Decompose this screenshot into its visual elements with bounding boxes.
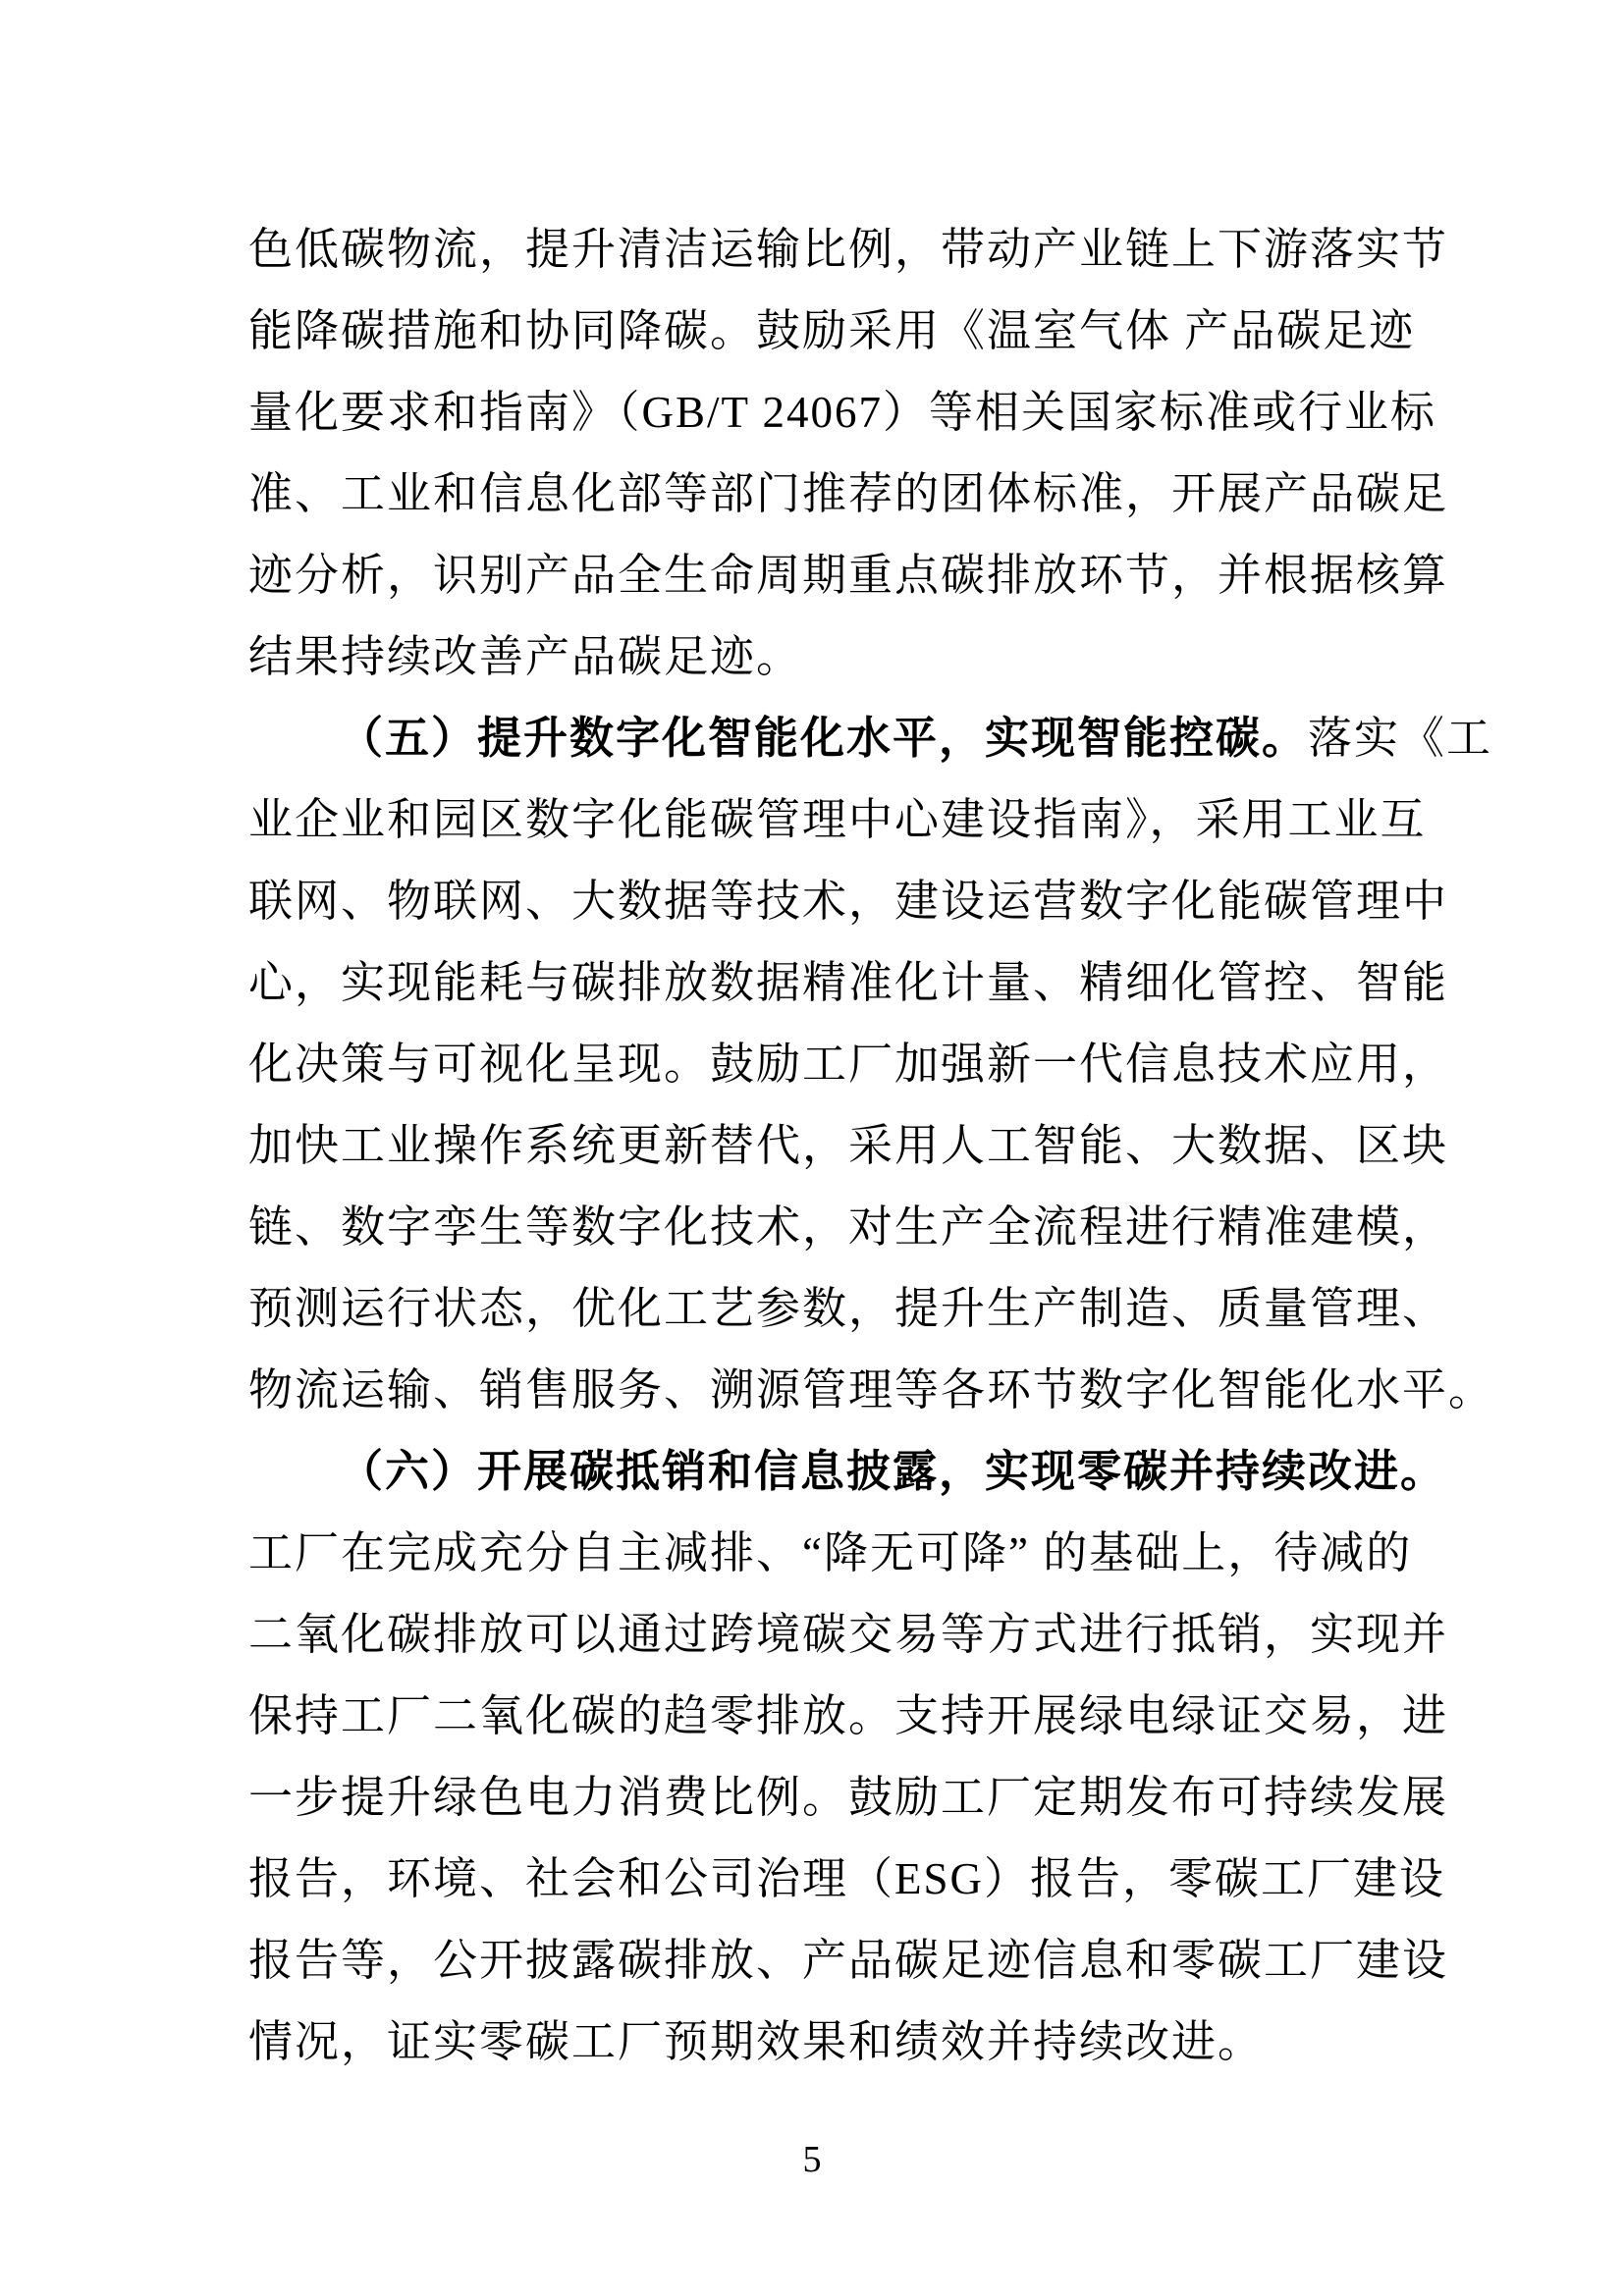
body-text: 化决策与可视化呈现。鼓励工厂加强新一代信息技术应用，: [248, 1040, 1449, 1089]
text-line: [248, 1920, 1449, 2002]
text-line: [248, 209, 1449, 291]
text-line: [248, 1431, 1447, 1513]
body-text: 色低碳物流，提升清洁运输比例，带动产业链上下游落实节: [248, 225, 1449, 274]
body-text: 联网、物联网、大数据等技术，建设运营数字化能碳管理中: [248, 877, 1449, 926]
text-line: [248, 1105, 1449, 1187]
text-line: [248, 698, 1493, 779]
text-line: [248, 942, 1449, 1024]
text-line: [248, 1024, 1449, 1105]
text-line: [248, 1757, 1449, 1839]
body-text: 工厂在完成充分自主减排、“降无可降” 的基础上，待减的: [248, 1528, 1413, 1577]
body-text: 准、工业和信息化部等部门推荐的团体标准，开展产品碳足: [248, 469, 1449, 518]
text-line: [248, 1268, 1449, 1350]
body-text: 报告，环境、社会和公司治理（ESG）报告，零碳工厂建设: [248, 1854, 1446, 1903]
body-text: 迹分析，识别产品全生命周期重点碳排放环节，并根据核算: [248, 551, 1449, 600]
body-text: 情况，证实零碳工厂预期效果和绩效并持续改进。: [248, 2017, 1265, 2066]
text-line: [248, 1350, 1495, 1431]
text-line: [248, 779, 1427, 861]
body-text: 物流运输、销售服务、溯源管理等各环节数字化智能化水平。: [248, 1365, 1495, 1415]
text-line: [248, 1676, 1449, 1757]
heading-text: （五）提升数字化智能化水平，实现智能控碳。: [339, 714, 1309, 763]
text-line: [248, 1594, 1449, 1676]
body-text: 业企业和园区数字化能碳管理中心建设指南》，采用工业互: [248, 795, 1427, 844]
page-number: 5: [802, 2139, 822, 2180]
body-text: 预测运行状态，优化工艺参数，提升生产制造、质量管理、: [248, 1284, 1449, 1333]
text-line: [248, 454, 1449, 535]
text-line: [248, 1513, 1413, 1594]
body-text: 链、数字孪生等数字化技术，对生产全流程进行精准建模，: [248, 1202, 1449, 1252]
body-text: 一步提升绿色电力消费比例。鼓励工厂定期发布可持续发展: [248, 1773, 1449, 1822]
text-line: [248, 1839, 1446, 1920]
body-text: 保持工厂二氧化碳的趋零排放。支持开展绿电绿证交易，进: [248, 1691, 1449, 1740]
body-text: 落实《工: [1308, 714, 1493, 763]
body-text: 二氧化碳排放可以通过跨境碳交易等方式进行抵销，实现并: [248, 1610, 1449, 1659]
text-line: [248, 2002, 1376, 2083]
document-body: [248, 209, 1495, 2083]
text-line: [248, 616, 1376, 698]
heading-text: （六）开展碳抵销和信息披露，实现零碳并持续改进。: [339, 1447, 1447, 1496]
text-line: [248, 372, 1436, 454]
body-text: 报告等，公开披露碳排放、产品碳足迹信息和零碳工厂建设: [248, 1936, 1449, 1985]
text-line: [248, 291, 1416, 372]
text-line: [248, 861, 1449, 942]
body-text: 能降碳措施和协同降碳。鼓励采用《温室气体 产品碳足迹: [248, 306, 1416, 355]
body-text: 加快工业操作系统更新替代，采用人工智能、大数据、区块: [248, 1121, 1449, 1170]
body-text: 心，实现能耗与碳排放数据精准化计量、精细化管控、智能: [248, 958, 1449, 1007]
body-text: 量化要求和指南》（GB/T 24067）等相关国家标准或行业标: [248, 388, 1436, 437]
text-line: [248, 1187, 1449, 1268]
text-line: [248, 535, 1449, 616]
body-text: 结果持续改善产品碳足迹。: [248, 632, 803, 681]
